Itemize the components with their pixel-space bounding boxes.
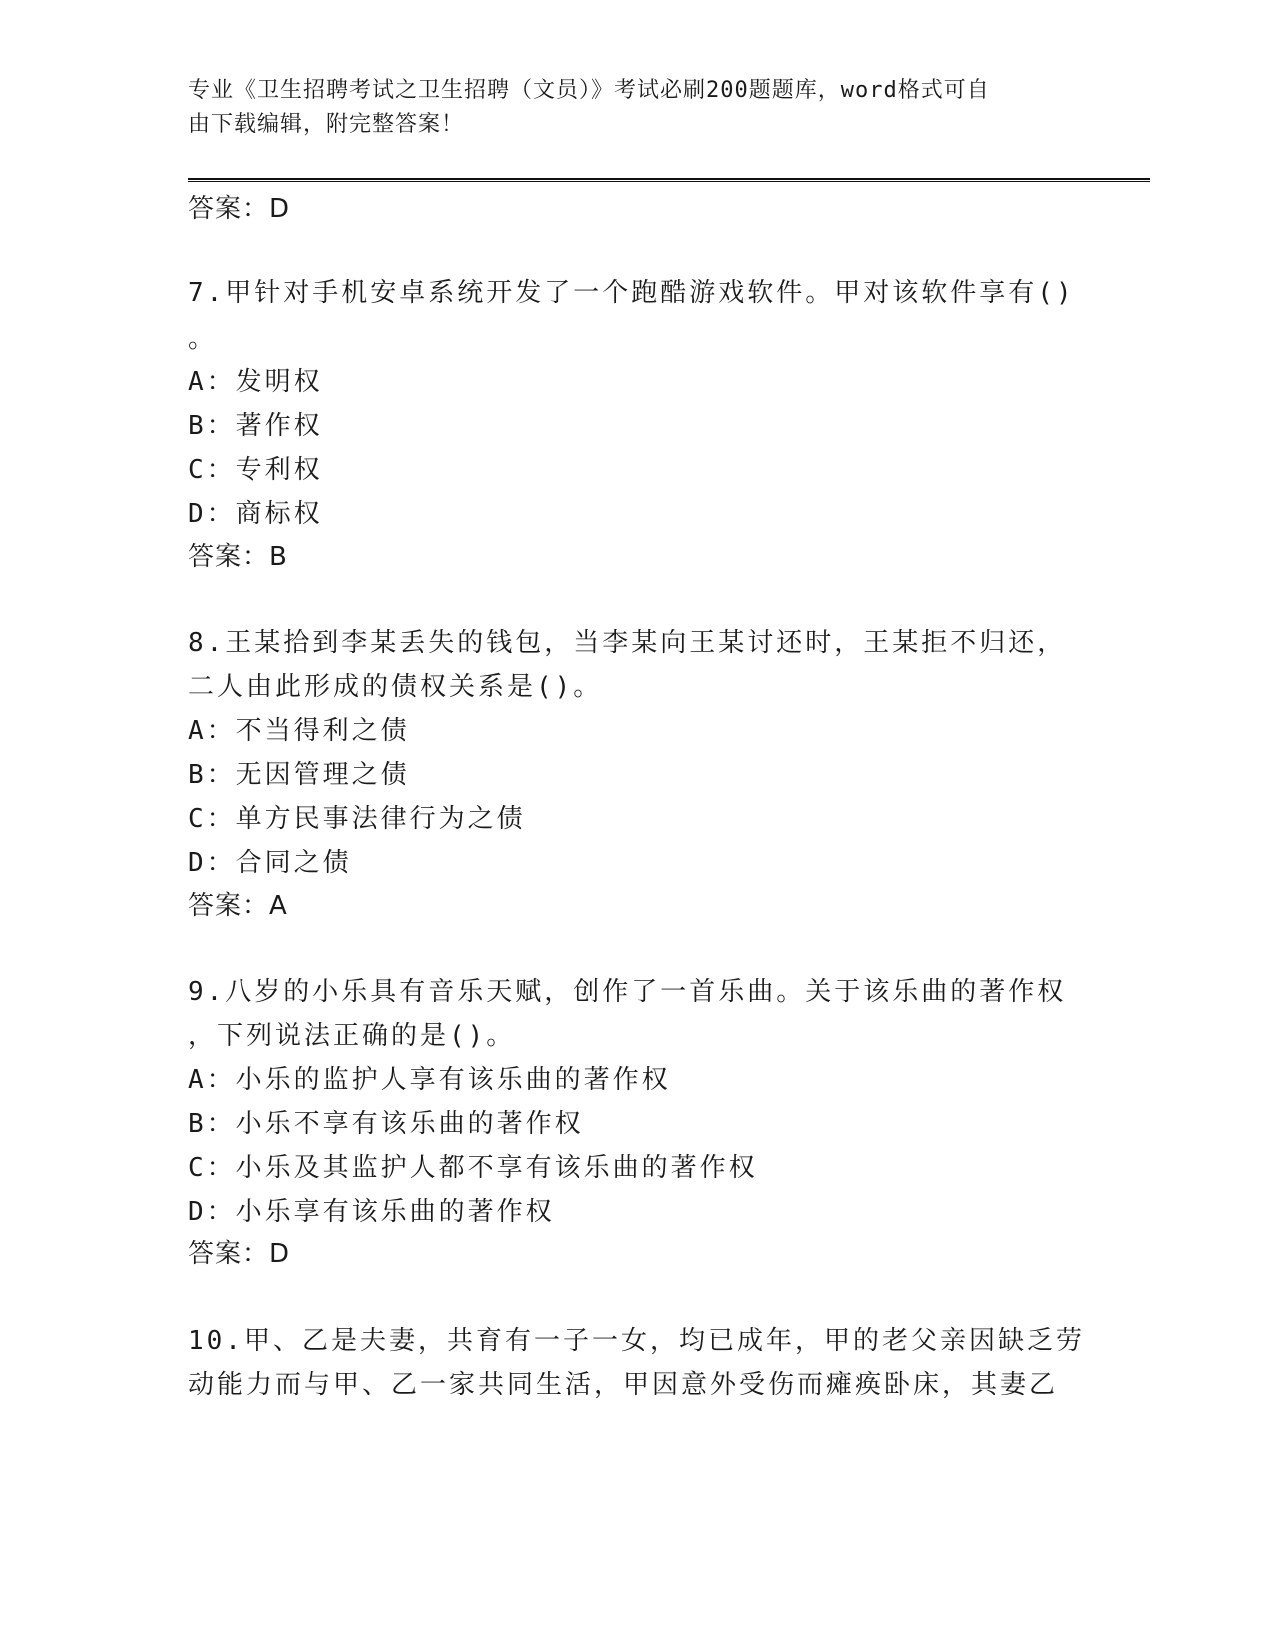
question-8-option-a: A：不当得利之债	[188, 716, 410, 746]
question-9-option-b: B：小乐不享有该乐曲的著作权	[188, 1109, 584, 1139]
header-divider	[188, 178, 1150, 182]
question-7-option-d: D：商标权	[188, 499, 323, 529]
header-line-2: 由下载编辑，附完整答案！	[188, 112, 465, 137]
question-8-option-b: B：无因管理之债	[188, 760, 410, 790]
question-7-option-b: B：著作权	[188, 411, 323, 441]
previous-answer: 答案：D	[188, 194, 291, 224]
question-7-option-c: C：专利权	[188, 455, 323, 485]
question-8-option-c: C：单方民事法律行为之债	[188, 804, 526, 834]
question-8-stem-line-2: 二人由此形成的债权关系是()。	[188, 672, 603, 702]
question-7-answer: 答案：B	[188, 542, 288, 572]
page-header	[188, 74, 1068, 142]
question-9-option-c: C：小乐及其监护人都不享有该乐曲的著作权	[188, 1153, 758, 1183]
question-9-option-a: A：小乐的监护人享有该乐曲的著作权	[188, 1065, 671, 1095]
question-7-stem-line-1: 7.甲针对手机安卓系统开发了一个跑酷游戏软件。甲对该软件享有()	[188, 278, 1075, 308]
question-7-stem-line-2: 。	[188, 324, 218, 354]
question-8-stem-line-1: 8.王某拾到李某丢失的钱包，当李某向王某讨还时，王某拒不归还，	[188, 628, 1067, 658]
question-7-option-a: A：发明权	[188, 367, 323, 397]
question-9-stem-line-2: ，下列说法正确的是()。	[188, 1021, 516, 1051]
question-10-stem-line-2: 动能力而与甲、乙一家共同生活，甲因意外受伤而瘫痪卧床，其妻乙	[188, 1370, 1059, 1400]
header-line-1: 专业《卫生招聘考试之卫生招聘（文员）》考试必刷200题题库，word格式可自	[188, 78, 990, 103]
question-9-answer: 答案：D	[188, 1239, 291, 1269]
question-10-stem-line-1: 10.甲、乙是夫妻，共育有一子一女，均已成年，甲的老父亲因缺乏劳	[188, 1326, 1085, 1356]
question-8-answer: 答案：A	[188, 891, 288, 921]
question-9-option-d: D：小乐享有该乐曲的著作权	[188, 1197, 555, 1227]
question-8-option-d: D：合同之债	[188, 848, 352, 878]
question-9-stem-line-1: 9.八岁的小乐具有音乐天赋，创作了一首乐曲。关于该乐曲的著作权	[188, 977, 1067, 1007]
